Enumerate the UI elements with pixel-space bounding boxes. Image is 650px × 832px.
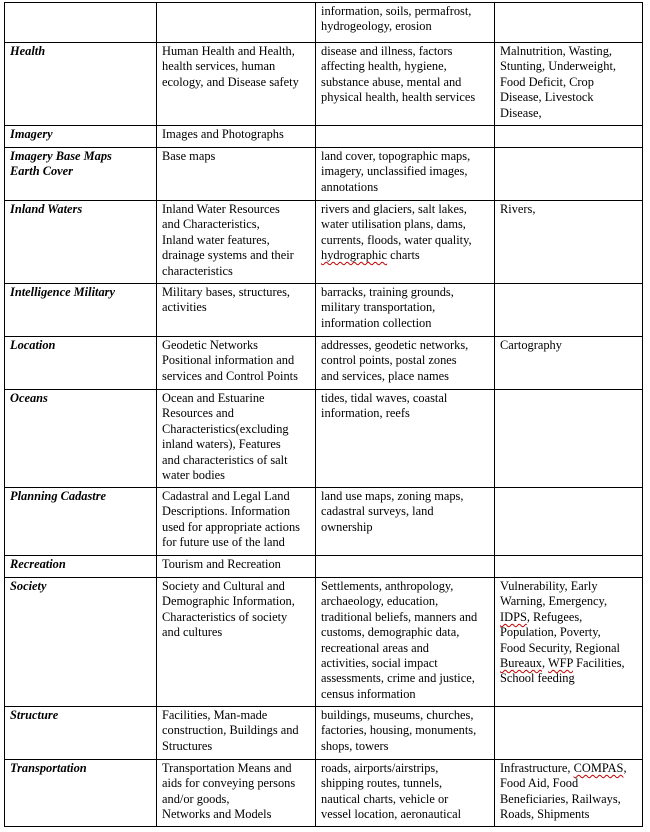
- cell-text-line: Human Health and Health,: [162, 44, 295, 58]
- cell-text-line: and services, place names: [321, 368, 449, 383]
- cell-text-line: physical health, health services: [321, 90, 476, 105]
- cell-text-line: Rivers,: [500, 202, 536, 216]
- cell-text-line: Settlements, anthropology,: [321, 579, 454, 593]
- cell-text-line: Military bases, structures,: [162, 285, 291, 299]
- cell-text-line: water bodies: [162, 468, 225, 483]
- cell-text-line: Recreation: [10, 557, 66, 571]
- cell-text-line: vessel location, aeronautical: [321, 807, 462, 822]
- category-cell: [5, 126, 157, 148]
- related-terms-cell: [495, 578, 643, 707]
- cell-text-line: Characteristics of society: [162, 609, 288, 624]
- cell-text-line: used for appropriate actions: [162, 519, 300, 534]
- category-cell: [5, 148, 157, 201]
- definition-cell: [157, 3, 316, 43]
- category-cell: [5, 337, 157, 390]
- cell-text-line: Demographic Information,: [162, 594, 295, 609]
- table-row: [5, 43, 643, 126]
- cell-text-line: military transportation,: [321, 300, 436, 315]
- cell-text-line: shops, towers: [321, 738, 389, 753]
- category-cell: [5, 760, 157, 827]
- definition-cell: [157, 126, 316, 148]
- cell-text-line: construction, Buildings and: [162, 723, 299, 738]
- related-terms-cell: [495, 760, 643, 827]
- cell-text-line: nautical charts, vehicle or: [321, 791, 449, 806]
- spellcheck-flagged-word: Bureaux: [500, 656, 542, 671]
- table-row: [5, 126, 643, 148]
- category-cell: [5, 488, 157, 556]
- cell-text-line: Oceans: [10, 391, 48, 405]
- cell-text-line: Food Security, Regional: [500, 640, 620, 655]
- keywords-cell: [316, 390, 495, 488]
- cell-text-line: inland waters), Features: [162, 437, 281, 452]
- cell-text-line: and Characteristics,: [162, 217, 260, 232]
- keywords-cell: [316, 488, 495, 556]
- cell-text-line: Disease, Livestock: [500, 90, 594, 105]
- cell-text-line: rivers and glaciers, salt lakes,: [321, 202, 467, 216]
- definition-cell: [157, 556, 316, 578]
- cell-text-line: archaeology, education,: [321, 594, 439, 609]
- related-terms-cell: [495, 488, 643, 556]
- table-row: [5, 3, 643, 43]
- cell-text-line: School feeding: [500, 671, 575, 686]
- definition-cell: [157, 707, 316, 760]
- cell-text-line: Structure: [10, 708, 59, 722]
- table-row: [5, 707, 643, 760]
- cell-text-line: drainage systems and their: [162, 248, 294, 263]
- cell-text-line: Warning, Emergency,: [500, 594, 608, 609]
- cell-text-line: information collection: [321, 315, 432, 330]
- keywords-cell: [316, 556, 495, 578]
- category-cell: [5, 201, 157, 284]
- related-terms-cell: [495, 126, 643, 148]
- cell-text-line: Society and Cultural and: [162, 579, 285, 593]
- cell-text-line: affecting health, hygiene,: [321, 59, 447, 74]
- cell-text-line: Beneficiaries, Railways,: [500, 791, 621, 806]
- table-row: [5, 390, 643, 488]
- spellcheck-flagged-word: hydrographic: [321, 248, 388, 263]
- cell-text-line: Descriptions. Information: [162, 504, 291, 519]
- related-terms-cell: [495, 3, 643, 43]
- spellcheck-flagged-word: WFP: [547, 656, 573, 671]
- cell-text-line: for future use of the land: [162, 535, 285, 550]
- cell-text-line: Positional information and: [162, 353, 295, 368]
- cell-text-line: Geodetic Networks: [162, 338, 258, 352]
- cell-text-line: land use maps, zoning maps,: [321, 489, 464, 503]
- cell-text-line: recreational areas and: [321, 640, 430, 655]
- cell-text-line: Earth Cover: [10, 164, 73, 179]
- definition-cell: [157, 148, 316, 201]
- related-terms-cell: [495, 337, 643, 390]
- table-row: [5, 148, 643, 201]
- keywords-cell: [316, 148, 495, 201]
- topic-category-table: [4, 2, 643, 827]
- cell-text-line: Vulnerability, Early: [500, 579, 598, 593]
- cell-text-line: Transportation Means and: [162, 761, 292, 775]
- cell-text-line: information, reefs: [321, 406, 410, 421]
- cell-text-line: ownership: [321, 519, 373, 534]
- cell-text-line: customs, demographic data,: [321, 625, 460, 640]
- cell-text-line: Structures: [162, 738, 213, 753]
- keywords-cell: [316, 201, 495, 284]
- cell-text-line: activities: [162, 300, 207, 315]
- cell-text-line: Ocean and Estuarine: [162, 391, 265, 405]
- cell-text-line: addresses, geodetic networks,: [321, 338, 469, 352]
- category-cell: [5, 3, 157, 43]
- related-terms-cell: [495, 707, 643, 760]
- cell-text-line: imagery, unclassified images,: [321, 164, 468, 179]
- cell-text-line: Location: [10, 338, 56, 352]
- keywords-cell: [316, 126, 495, 148]
- definition-cell: [157, 284, 316, 337]
- category-cell: [5, 578, 157, 707]
- cell-text-line: annotations: [321, 179, 379, 194]
- cell-text-line: Base maps: [162, 149, 216, 163]
- cell-text-line: information, soils, permafrost,: [321, 4, 472, 18]
- table-body: [5, 3, 643, 827]
- table-row: [5, 284, 643, 337]
- cell-text-line: Facilities, Man-made: [162, 708, 268, 722]
- cell-text-line: characteristics: [162, 263, 233, 278]
- definition-cell: [157, 760, 316, 827]
- cell-text-line: Population, Poverty,: [500, 625, 601, 640]
- cell-text-line: services and Control Points: [162, 368, 298, 383]
- cell-text-line: traditional beliefs, manners and: [321, 609, 478, 624]
- keywords-cell: [316, 3, 495, 43]
- cell-text-line: health services, human: [162, 59, 276, 74]
- keywords-cell: [316, 760, 495, 827]
- cell-text-line: substance abuse, mental and: [321, 74, 462, 89]
- keywords-cell: [316, 43, 495, 126]
- cell-text-line: aids for conveying persons: [162, 776, 296, 791]
- cell-text-line: Inland Waters: [10, 202, 83, 216]
- cell-text-line: roads, airports/airstrips,: [321, 761, 439, 775]
- related-terms-cell: [495, 201, 643, 284]
- cell-text-line: Imagery: [10, 127, 53, 141]
- table-row: [5, 556, 643, 578]
- cell-text-line: buildings, museums, churches,: [321, 708, 474, 722]
- cell-text-line: Inland Water Resources: [162, 202, 280, 216]
- cell-text-line: control points, postal zones: [321, 353, 457, 368]
- cell-text-line: Malnutrition, Wasting,: [500, 44, 613, 58]
- cell-text-line: Infrastructure, COMPAS,: [500, 761, 627, 775]
- cell-text-line: Bureaux, WFP Facilities,: [500, 656, 625, 671]
- related-terms-cell: [495, 43, 643, 126]
- cell-text-line: land cover, topographic maps,: [321, 149, 471, 163]
- table-row: [5, 578, 643, 707]
- cell-text-line: Resources and: [162, 406, 234, 421]
- definition-cell: [157, 488, 316, 556]
- cell-text-line: barracks, training grounds,: [321, 285, 454, 299]
- cell-text-line: water utilisation plans, dams,: [321, 217, 466, 232]
- cell-text-line: and characteristics of salt: [162, 452, 288, 467]
- definition-cell: [157, 337, 316, 390]
- table-row: [5, 337, 643, 390]
- category-cell: [5, 390, 157, 488]
- keywords-cell: [316, 578, 495, 707]
- cell-text-line: cadastral surveys, land: [321, 504, 434, 519]
- cell-text-line: Roads, Shipments: [500, 807, 590, 822]
- cell-text-line: hydrogeology, erosion: [321, 19, 432, 34]
- cell-text-line: hydrographic charts: [321, 248, 420, 263]
- definition-cell: [157, 390, 316, 488]
- cell-text-line: and cultures: [162, 625, 223, 640]
- cell-text-line: Networks and Models: [162, 807, 272, 822]
- cell-text-line: Transportation: [10, 761, 87, 775]
- table-row: [5, 760, 643, 827]
- cell-text-line: Cadastral and Legal Land: [162, 489, 290, 503]
- cell-text-line: Intelligence Military: [10, 285, 115, 299]
- spellcheck-flagged-word: COMPAS: [573, 761, 624, 775]
- cell-text-line: Stunting, Underweight,: [500, 59, 616, 74]
- category-cell: [5, 43, 157, 126]
- table-row: [5, 488, 643, 556]
- related-terms-cell: [495, 390, 643, 488]
- cell-text-line: Images and Photographs: [162, 127, 284, 141]
- cell-text-line: Tourism and Recreation: [162, 557, 281, 571]
- cell-text-line: Food Aid, Food: [500, 776, 579, 791]
- definition-cell: [157, 43, 316, 126]
- cell-text-line: currents, floods, water quality,: [321, 232, 472, 247]
- cell-text-line: IDPS, Refugees,: [500, 609, 583, 624]
- cell-text-line: activities, social impact: [321, 656, 438, 671]
- cell-text-line: disease and illness, factors: [321, 44, 453, 58]
- table-row: [5, 201, 643, 284]
- related-terms-cell: [495, 556, 643, 578]
- cell-text-line: census information: [321, 686, 416, 701]
- spellcheck-flagged-word: IDPS: [500, 609, 527, 624]
- cell-text-line: assessments, crime and justice,: [321, 671, 475, 686]
- cell-text-line: tides, tidal waves, coastal: [321, 391, 448, 405]
- cell-text-line: ecology, and Disease safety: [162, 74, 299, 89]
- cell-text-line: Cartography: [500, 338, 562, 352]
- cell-text-line: Inland water features,: [162, 232, 270, 247]
- cell-text-line: Imagery Base Maps: [10, 149, 112, 163]
- cell-text-line: Disease,: [500, 105, 542, 120]
- category-cell: [5, 556, 157, 578]
- cell-text-line: and/or goods,: [162, 791, 230, 806]
- cell-text-line: Health: [10, 44, 46, 58]
- definition-cell: [157, 201, 316, 284]
- definition-cell: [157, 578, 316, 707]
- cell-text-line: shipping routes, tunnels,: [321, 776, 443, 791]
- related-terms-cell: [495, 284, 643, 337]
- cell-text-line: factories, housing, monuments,: [321, 723, 477, 738]
- cell-text-line: Food Deficit, Crop: [500, 74, 594, 89]
- category-cell: [5, 284, 157, 337]
- keywords-cell: [316, 707, 495, 760]
- related-terms-cell: [495, 148, 643, 201]
- cell-text-line: Planning Cadastre: [10, 489, 107, 503]
- keywords-cell: [316, 337, 495, 390]
- keywords-cell: [316, 284, 495, 337]
- cell-text-line: Characteristics(excluding: [162, 421, 289, 436]
- category-cell: [5, 707, 157, 760]
- cell-text-line: Society: [10, 579, 47, 593]
